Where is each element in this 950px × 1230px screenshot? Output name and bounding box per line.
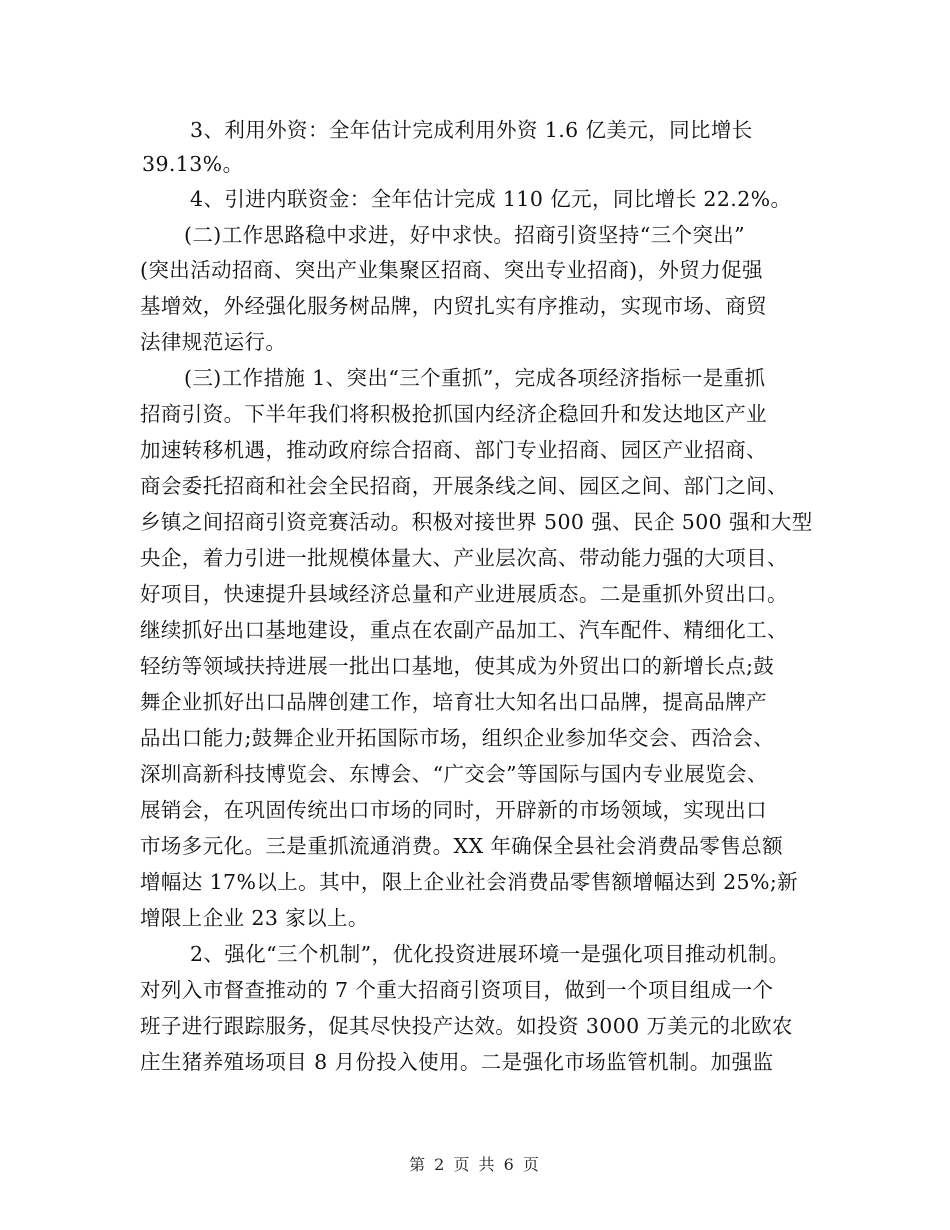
text-line: 3、利用外资：全年估计完成利用外资 1.6 亿美元，同比增长 <box>190 118 753 142</box>
text-line: 好项目，快速提升县域经济总量和产业进展质态。二是重抓外贸出口。 <box>140 582 788 606</box>
text-line: 增限上企业 23 家以上。 <box>140 906 369 930</box>
text-line: (突出活动招商、突出产业集聚区招商、突出专业招商)，外贸力促强 <box>140 258 763 282</box>
text-line: 2、强化“三个机制”，优化投资进展环境一是强化项目推动机制。 <box>190 942 790 966</box>
text-line: 基增效，外经强化服务树品牌，内贸扎实有序推动，实现市场、商贸 <box>140 294 767 318</box>
text-line: 市场多元化。三是重抓流通消费。XX 年确保全县社会消费品零售总额 <box>140 834 784 858</box>
text-line: 班子进行跟踪服务，促其尽快投产达效。如投资 3000 万美元的北欧农 <box>140 1014 793 1038</box>
text-line: 4、引进内联资金：全年估计完成 110 亿元，同比增长 22.2%。 <box>190 187 792 211</box>
text-line: (二)工作思路稳中求进，好中求快。招商引资坚持“三个突出” <box>184 223 746 247</box>
text-line: 深圳高新科技博览会、东博会、“广交会”等国际与国内专业展览会、 <box>140 762 768 786</box>
text-line: 舞企业抓好出口品牌创建工作，培育壮大知名出口品牌，提高品牌产 <box>140 690 767 714</box>
text-line: 庄生猪养殖场项目 8 月份投入使用。二是强化市场监管机制。加强监 <box>140 1050 774 1074</box>
text-line: 加速转移机遇，推动政府综合招商、部门专业招商、园区产业招商、 <box>140 438 767 462</box>
text-line: 乡镇之间招商引资竞赛活动。积极对接世界 500 强、民企 500 强和大型 <box>140 510 813 534</box>
text-line: 轻纺等领域扶持进展一批出口基地，使其成为外贸出口的新增长点;鼓 <box>140 654 775 678</box>
text-line: 增幅达 17%以上。其中，限上企业社会消费品零售额增幅达到 25%;新 <box>140 870 799 894</box>
text-line: 39.13%。 <box>142 152 244 176</box>
text-line: 商会委托招商和社会全民招商，开展条线之间、园区之间、部门之间、 <box>140 474 788 498</box>
text-line: 继续抓好出口基地建设，重点在农副产品加工、汽车配件、精细化工、 <box>140 618 788 642</box>
text-line: 法律规范运行。 <box>140 330 287 354</box>
text-line: 央企，着力引进一批规模体量大、产业层次高、带动能力强的大项目、 <box>140 546 788 570</box>
text-line: (三)工作措施 1、突出“三个重抓”，完成各项经济指标一是重抓 <box>184 366 766 390</box>
text-line: 品出口能力;鼓舞企业开拓国际市场，组织企业参加华交会、西洽会、 <box>140 726 775 750</box>
text-line: 对列入市督查推动的 7 个重大招商引资项目，做到一个项目组成一个 <box>140 978 774 1002</box>
page-number-footer: 第 2 页 共 6 页 <box>409 1155 541 1174</box>
text-line: 招商引资。下半年我们将积极抢抓国内经济企稳回升和发达地区产业 <box>140 402 767 426</box>
text-line: 展销会，在巩固传统出口市场的同时，开辟新的市场领域，实现出口 <box>140 798 767 822</box>
